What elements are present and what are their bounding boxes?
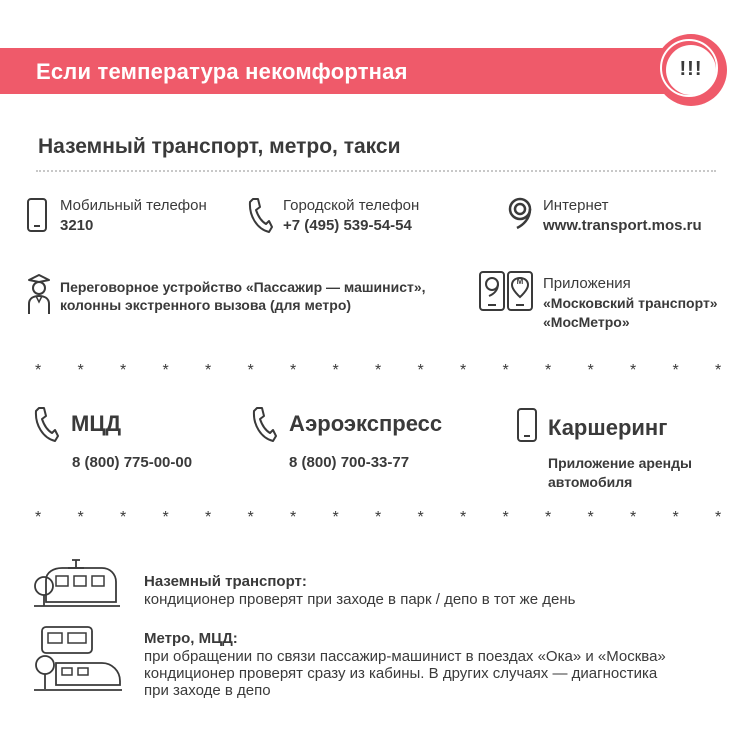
snowflake-icon: * — [715, 362, 722, 379]
snowflake-icon: * — [417, 362, 424, 379]
snowflake-icon: * — [332, 362, 339, 379]
metro-note-line-2: кондиционер проверят сразу из кабины. В других случаях — диагностика — [144, 665, 658, 682]
snowflake-icon: * — [332, 509, 339, 526]
snowflake-icon: * — [247, 362, 254, 379]
aeroexpress-title: Аэроэкспресс — [289, 411, 443, 436]
snowflake-icon: * — [502, 362, 509, 379]
metro-letter: М — [516, 277, 524, 286]
snowflake-icon: * — [630, 362, 637, 379]
apps-label: Приложения — [543, 275, 631, 292]
app-metro-link[interactable]: «МосМетро» — [543, 314, 630, 330]
snowflake-icon: * — [587, 362, 594, 379]
metro-note-line-1: при обращении по связи пассажир-машинист в поездах «Ока» и «Москва» — [144, 648, 666, 665]
aeroexpress-phone[interactable]: 8 (800) 700-33-77 — [289, 454, 410, 471]
mobile-number[interactable]: 3210 — [60, 217, 94, 234]
city-phone-label: Городской телефон — [283, 197, 420, 214]
snowflake-icon: * — [375, 509, 382, 526]
phone-handset-icon — [33, 405, 59, 443]
transport-app-icon — [478, 270, 506, 312]
star-divider-bottom — [0, 509, 750, 531]
carsharing-line-1: Приложение аренды — [548, 455, 692, 471]
driver-icon — [26, 272, 52, 316]
star-divider-top — [0, 362, 750, 384]
internet-link[interactable]: www.transport.mos.ru — [543, 217, 702, 234]
mcd-phone[interactable]: 8 (800) 775-00-00 — [72, 454, 193, 471]
divider — [36, 170, 716, 172]
snowflake-icon: * — [290, 362, 297, 379]
snowflake-icon: * — [417, 509, 424, 526]
snowflake-icon: * — [545, 509, 552, 526]
intercom-line-2: колонны экстренного вызова (для метро) — [60, 297, 352, 313]
app-transport-link[interactable]: «Московский транспорт» — [543, 295, 718, 311]
snowflake-icon: * — [77, 362, 84, 379]
mobile-phone-icon — [26, 197, 48, 233]
snowflake-icon: * — [120, 509, 127, 526]
carsharing-line-2: автомобиля — [548, 474, 633, 490]
snowflake-icon: * — [630, 509, 637, 526]
snowflake-icon: * — [587, 509, 594, 526]
snowflake-icon: * — [715, 509, 722, 526]
ground-note-title: Наземный транспорт: — [144, 573, 307, 590]
banner-title: Если температура некомфортная — [36, 59, 408, 84]
snowflake-icon: * — [460, 509, 467, 526]
carsharing-title: Каршеринг — [548, 415, 668, 440]
snowflake-icon: * — [77, 509, 84, 526]
snowflake-icon: * — [672, 509, 679, 526]
city-phone-number[interactable]: +7 (495) 539-54-54 — [283, 217, 412, 234]
ground-note-text: кондиционер проверят при заходе в парк / депо в тот же день — [144, 591, 576, 608]
snowflake-icon: * — [120, 362, 127, 379]
intercom-line-1: Переговорное устройство «Пассажир — машинист», — [60, 279, 426, 295]
snowflake-icon: * — [162, 362, 169, 379]
snowflake-icon: * — [247, 509, 254, 526]
mcd-title: МЦД — [71, 411, 122, 436]
section-title: Наземный транспорт, метро, такси — [38, 135, 401, 158]
snowflake-icon: * — [545, 362, 552, 379]
transport-logo-icon — [505, 196, 535, 230]
metro-note-title: Метро, МЦД: — [144, 630, 238, 647]
phone-handset-icon — [247, 196, 273, 234]
mobile-label: Мобильный телефон — [60, 197, 207, 214]
internet-label: Интернет — [543, 197, 609, 214]
snowflake-icon: * — [205, 509, 212, 526]
snowflake-icon: * — [502, 509, 509, 526]
snowflake-icon: * — [35, 509, 42, 526]
snowflake-icon: * — [460, 362, 467, 379]
snowflake-icon: * — [375, 362, 382, 379]
phone-handset-icon — [251, 405, 277, 443]
snowflake-icon: * — [672, 362, 679, 379]
snowflake-icon: * — [162, 509, 169, 526]
metro-train-icon — [32, 623, 124, 695]
snowflake-icon: * — [290, 509, 297, 526]
metro-note-line-3: при заходе в депо — [144, 682, 271, 699]
snowflake-icon: * — [35, 362, 42, 379]
mobile-phone-icon — [516, 407, 538, 443]
tram-icon — [32, 558, 122, 610]
snowflake-icon: * — [205, 362, 212, 379]
alert-icon: !!! — [679, 58, 703, 80]
